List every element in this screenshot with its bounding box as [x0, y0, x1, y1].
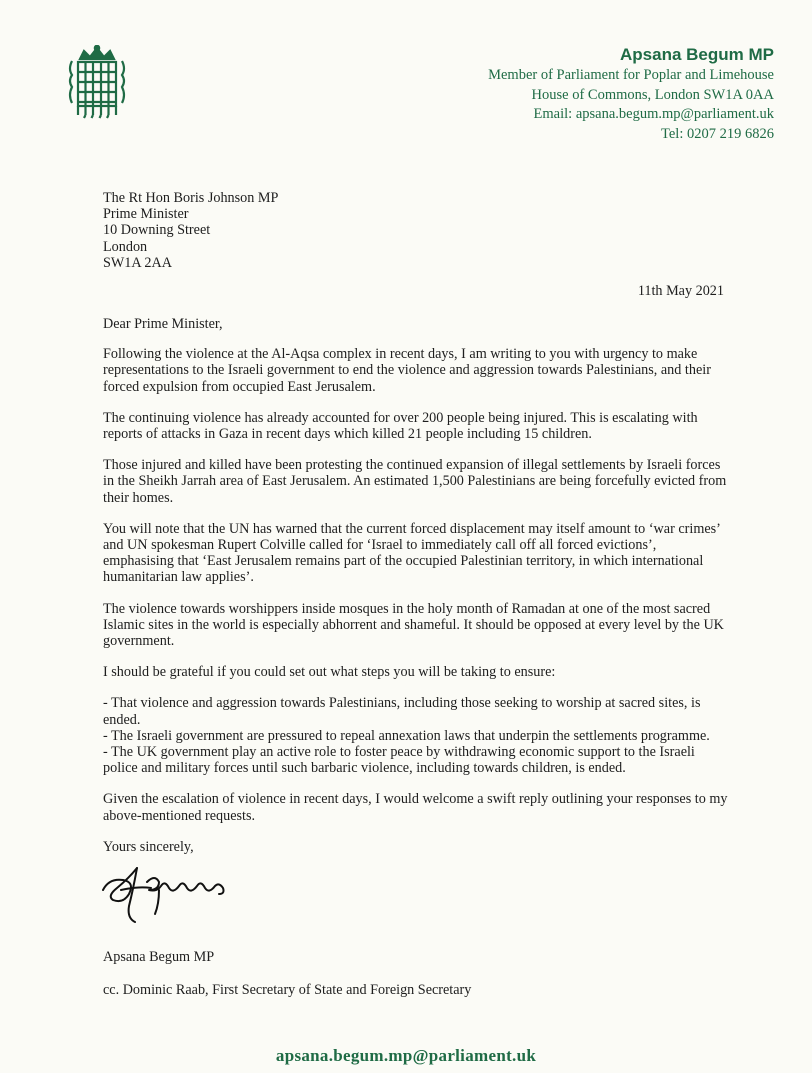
mp-address: House of Commons, London SW1A 0AA: [531, 86, 774, 103]
signoff-name: Apsana Begum MP: [103, 949, 215, 965]
body-paragraph: Those injured and killed have been protesting the continued expansion of illegal settlements by Israeli forces in the Sheikh Jarrah area of East Jerusalem. An estimated 1,500 Palestinians are being forcefully evicted from their homes.: [103, 457, 727, 506]
request-list: [103, 695, 728, 776]
mp-email: Email: apsana.begum.mp@parliament.uk: [533, 106, 774, 122]
handwritten-signature: [99, 860, 239, 930]
request-item: - The UK government play an active role to foster peace by withdrawing economic support to the Israeli police and military forces until such barbaric violence, including towards children, is ended.: [103, 744, 695, 777]
body-paragraph: The violence towards worshippers inside mosques in the holy month of Ramadan at one of the most sacred Islamic sites in the world is especially abhorrent and shameful. It should be opposed at every level by the UK government.: [103, 600, 724, 650]
recipient-address: [103, 190, 278, 271]
valediction: Yours sincerely,: [103, 838, 194, 855]
recipient-line: SW1A 2AA: [103, 254, 172, 271]
recipient-line: 10 Downing Street: [103, 222, 211, 239]
mp-header: [488, 44, 774, 144]
portcullis-icon: [66, 45, 128, 120]
request-item: - The Israeli government are pressured to repeal annexation laws that underpin the settlements programme.: [103, 727, 710, 744]
closing-paragraph: Given the escalation of violence in recent days, I would welcome a swift reply outlining your responses to my above-mentioned requests.: [103, 791, 728, 824]
body-paragraph: The continuing violence has already accounted for over 200 people being injured. This is escalating with reports of attacks in Gaza in recent days which killed 21 people including 15 children.: [103, 409, 698, 443]
request-item: - That violence and aggression towards Palestinians, including those seeking to worship at sacred sites, is ended.: [103, 695, 701, 728]
salutation: Dear Prime Minister,: [103, 316, 223, 332]
recipient-line: London: [103, 238, 148, 255]
body-paragraph: You will note that the UN has warned that the current forced displacement may itself amount to ‘war crimes’ and UN spokesman Rupert Colville called for ‘Israel to immediately call off all forced evictions’, emphasising that ‘East Jerusalem remains part of the occupied Palestinian territory, in which international humanitarian law applies’.: [103, 520, 720, 586]
recipient-line: The Rt Hon Boris Johnson MP: [103, 190, 279, 206]
recipient-line: Prime Minister: [103, 206, 189, 223]
body-paragraph: I should be grateful if you could set out what steps you will be taking to ensure:: [103, 664, 556, 681]
footer-email: apsana.begum.mp@parliament.uk: [275, 1046, 537, 1065]
letter-body: [103, 316, 728, 870]
letter-date: 11th May 2021: [637, 283, 724, 299]
body-paragraph: Following the violence at the Al-Aqsa complex in recent days, I am writing to you with urgency to make representations to the Israeli government to end the violence and aggression towards Palestinians, and their forced expulsion from occupied East Jerusalem.: [103, 346, 711, 395]
mp-role: Member of Parliament for Poplar and Limehouse: [488, 67, 774, 83]
mp-telephone: Tel: 0207 219 6826: [661, 125, 774, 142]
cc-line: cc. Dominic Raab, First Secretary of State and Foreign Secretary: [103, 982, 472, 998]
mp-name: Apsana Begum MP: [620, 45, 774, 64]
